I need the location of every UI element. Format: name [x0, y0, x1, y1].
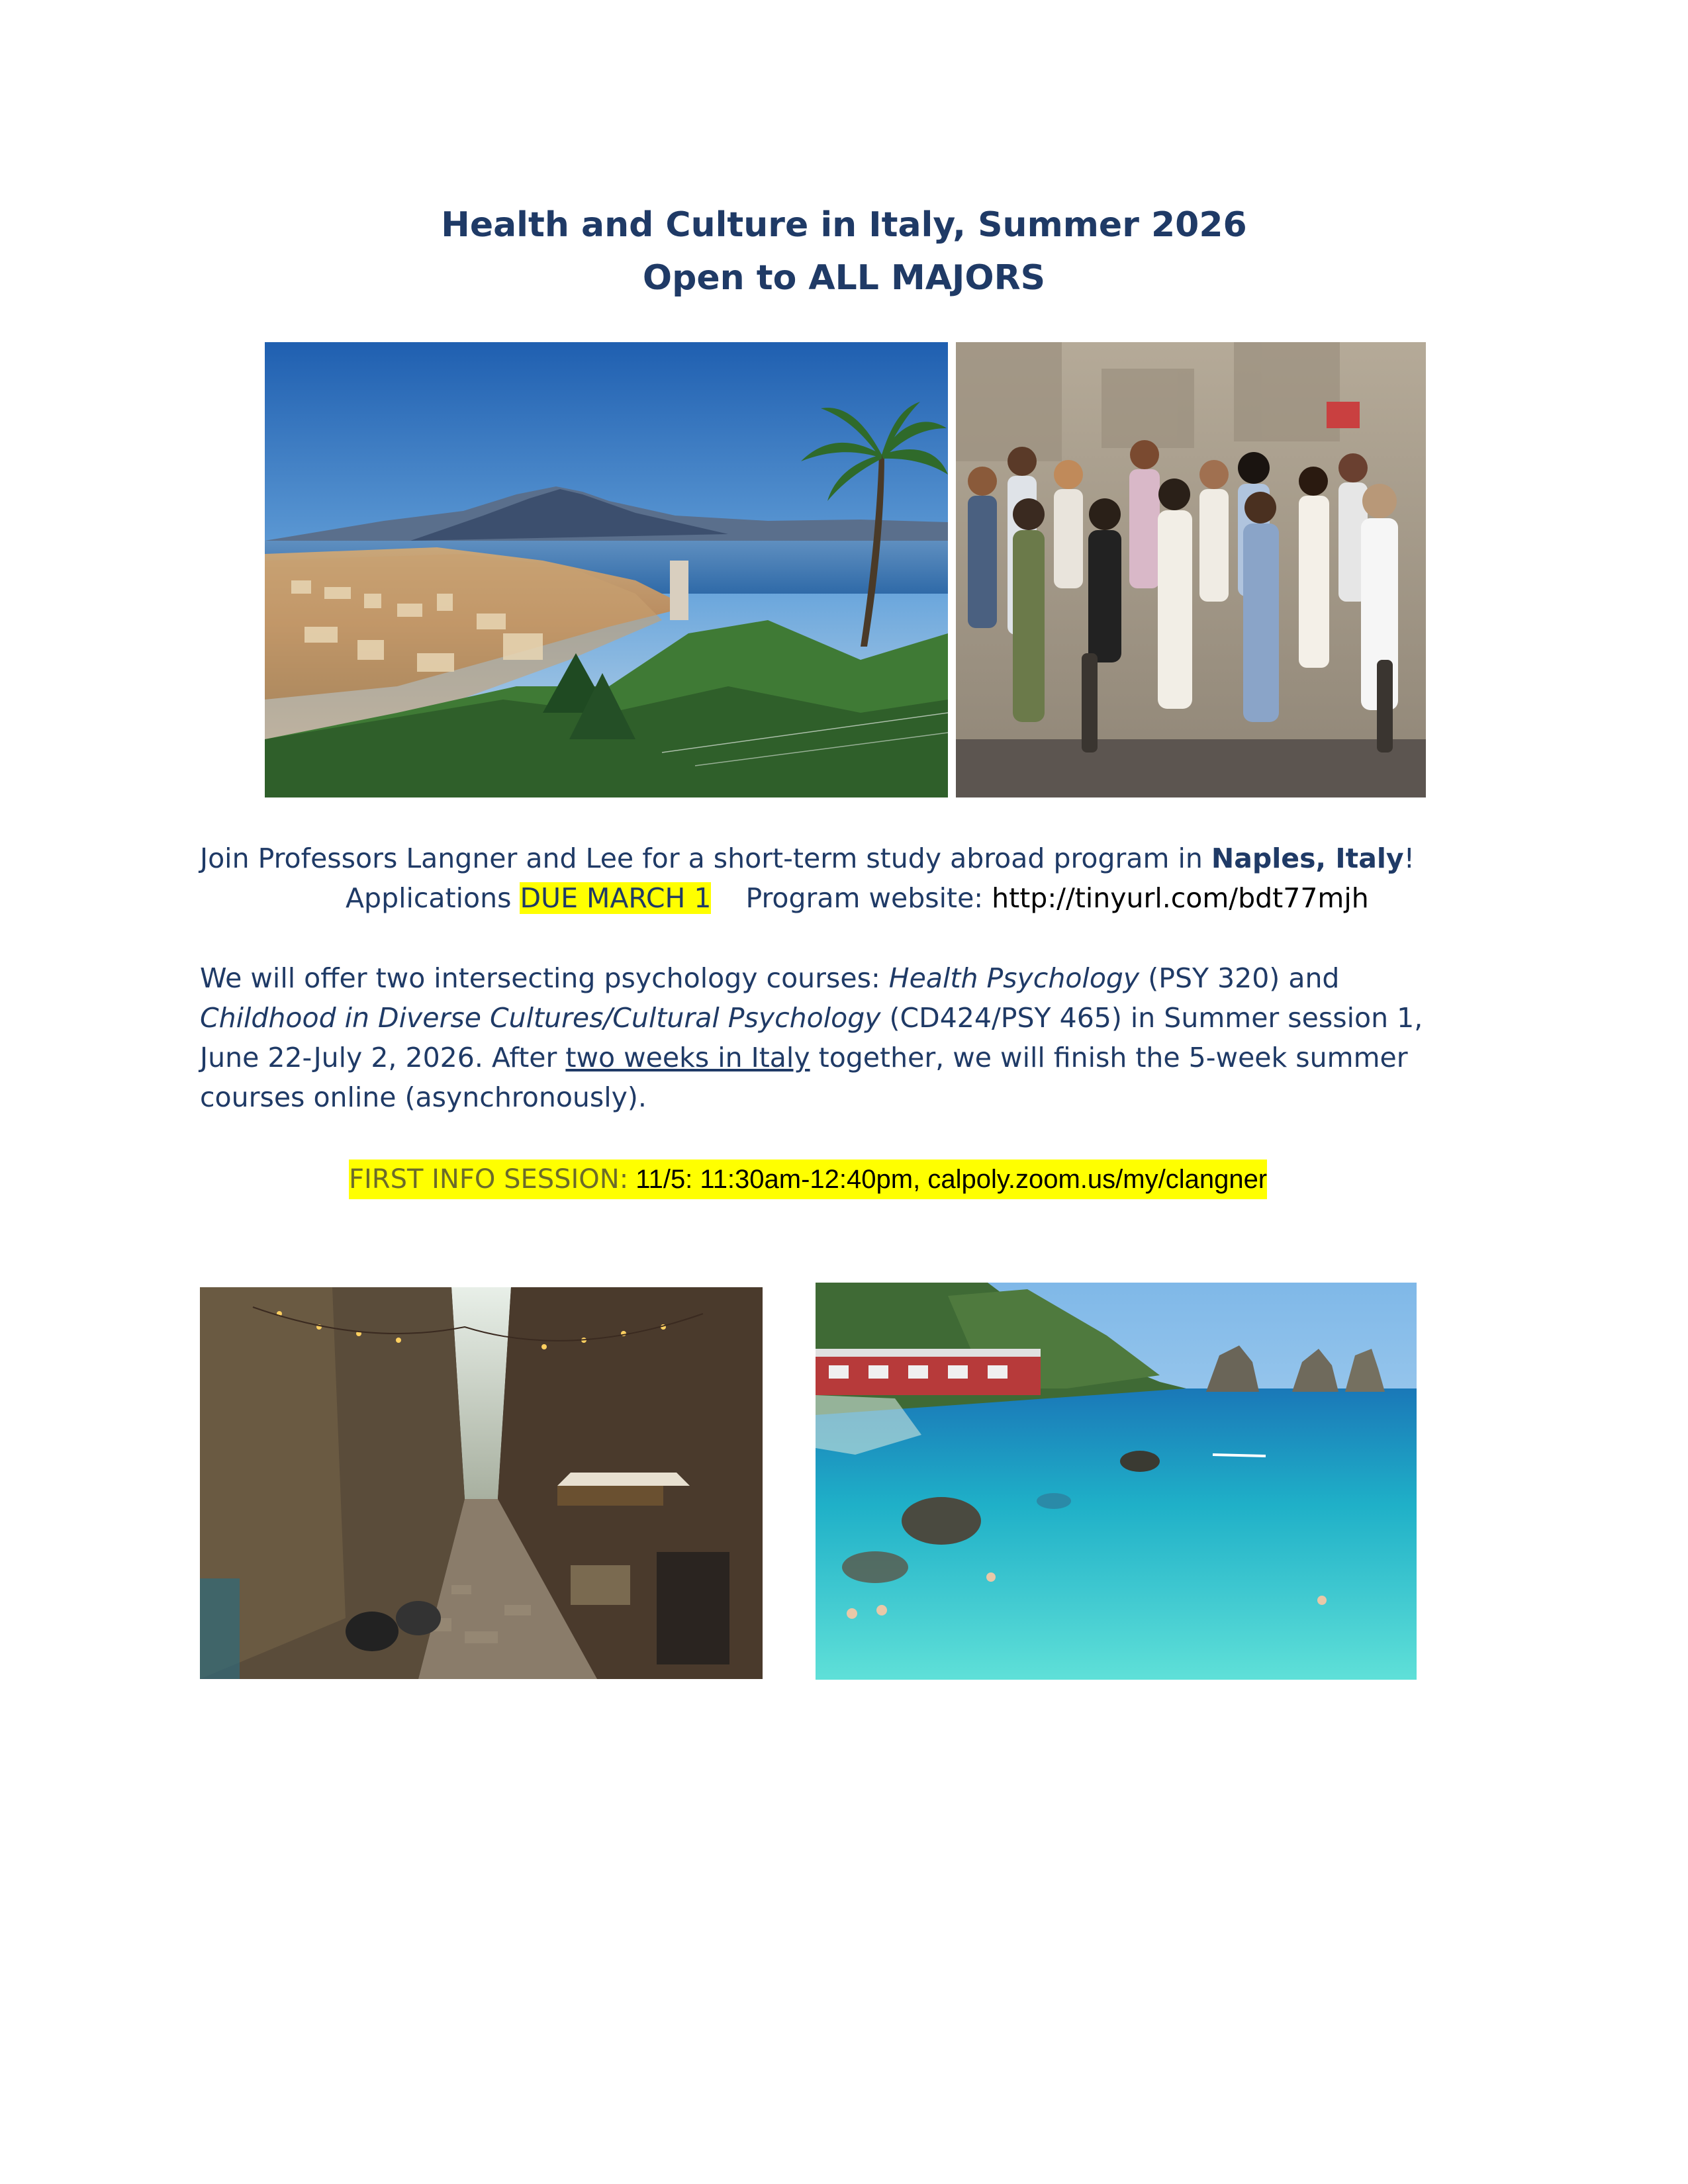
info-session-details[interactable]: 11/5: 11:30am-12:40pm, calpoly.zoom.us/my/clangner — [628, 1165, 1268, 1194]
courses-text-a: We will offer two intersecting psychology courses: — [200, 962, 889, 994]
student-group-photo — [956, 342, 1426, 797]
courses-text-c: (CD424/PSY 465) in Summer session 1, — [880, 1002, 1423, 1034]
courses-text-f: courses online (asynchronously). — [200, 1081, 647, 1113]
course-health-psychology: Health Psychology — [888, 962, 1140, 994]
info-session-banner — [349, 1160, 1267, 1199]
two-weeks-underline: two weeks in Italy — [565, 1042, 810, 1073]
naples-alley-photo — [200, 1287, 763, 1679]
course-childhood-cultures: Childhood in Diverse Cultures/Cultural Psychology — [200, 1002, 881, 1034]
courses-text-e: together, we will finish the 5-week summer — [810, 1042, 1408, 1073]
location-text: Naples, Italy — [1211, 842, 1404, 874]
page-subtitle: Open to ALL MAJORS — [642, 258, 1046, 298]
courses-text-d: June 22-July 2, 2026. After — [200, 1042, 566, 1073]
intro-join-line — [200, 839, 1415, 878]
applications-due-highlight: DUE MARCH 1 — [520, 882, 712, 914]
courses-text-b: (PSY 320) and — [1139, 962, 1340, 994]
program-website-link[interactable]: http://tinyurl.com/bdt77mjh — [992, 882, 1369, 914]
page-title: Health and Culture in Italy, Summer 2026 — [441, 205, 1247, 245]
applications-label: Applications — [346, 882, 520, 914]
capri-coast-photo — [816, 1283, 1417, 1680]
info-session-label: FIRST INFO SESSION: — [349, 1164, 629, 1195]
intro-exclaim: ! — [1403, 842, 1415, 874]
website-label: Program website: — [745, 882, 992, 914]
intro-join-text: Join Professors Langner and Lee for a short-term study abroad program in — [200, 842, 1211, 874]
courses-paragraph — [200, 958, 1491, 1117]
applications-line — [346, 878, 1369, 918]
naples-panorama-photo — [265, 342, 948, 797]
